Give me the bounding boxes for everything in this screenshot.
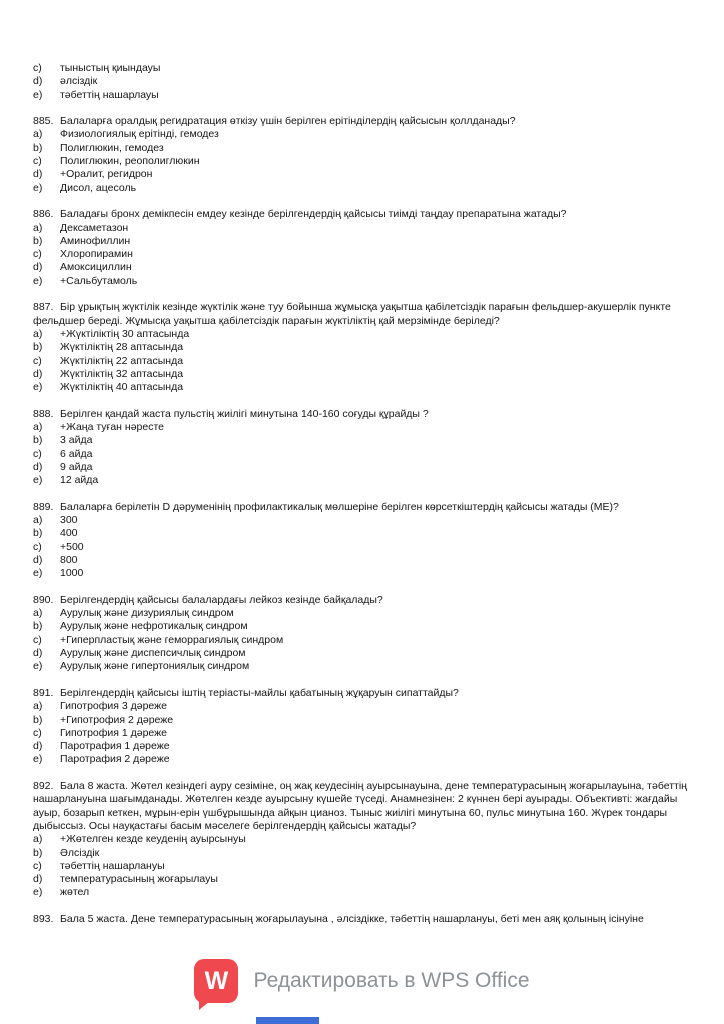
answer-option: [33, 222, 691, 235]
wps-logo-icon: [194, 959, 238, 1003]
option-text: +Жүктіліктің 30 аптасында: [60, 327, 190, 340]
question-body: Берілген қандай жаста пульстің жиілігі минутына 140-160 соғуды құрайды ?: [60, 407, 429, 420]
option-letter: d): [33, 168, 43, 181]
answer-option: [33, 142, 691, 155]
option-text: Жүктіліктің 40 аптасында: [60, 381, 184, 394]
option-letter: e): [33, 88, 43, 101]
option-letter: a): [33, 514, 43, 527]
answer-option: [33, 355, 691, 368]
option-text: Паротрафия 1 дәреже: [60, 740, 170, 753]
option-text: Аурулық және диспепсичлық синдром: [60, 647, 246, 660]
option-text: Гипотрофия 1 дәреже: [60, 726, 167, 739]
answer-option: [33, 75, 691, 88]
answer-option: [33, 461, 691, 474]
option-text: Әлсіздік: [60, 846, 100, 859]
option-text: Полиглюкин, гемодез: [60, 141, 164, 154]
option-letter: d): [33, 367, 43, 380]
leading-options: [33, 62, 691, 102]
answer-option: [33, 714, 691, 727]
question-body: Балаларға оралдық регидратация өткізу үшін берілген ерітінділердің қайсысын қоллданады?: [60, 115, 516, 128]
option-letter: e): [33, 381, 43, 394]
question-body: Берілгендердің қайсысы балалардағы лейкоз кезінде байқалады?: [60, 593, 383, 606]
question-text: [33, 687, 691, 700]
option-text: жөтел: [60, 886, 90, 899]
wps-edit-banner[interactable]: [0, 956, 724, 1006]
option-letter: d): [33, 873, 43, 886]
question-body: Берілгендердің қайсысы іштің теріасты-майлы қабатының жұқаруын сипаттайды?: [60, 686, 459, 699]
question-text: [33, 301, 691, 328]
option-letter: c): [33, 248, 42, 261]
option-text: Амоксициллин: [60, 261, 132, 274]
option-text: әлсіздік: [60, 75, 98, 88]
option-letter: d): [33, 647, 43, 660]
answer-option: [33, 634, 691, 647]
answer-option: [33, 368, 691, 381]
document-content: [33, 62, 691, 926]
option-text: 3 айда: [60, 434, 93, 447]
answer-option: [33, 155, 691, 168]
answer-option: [33, 647, 691, 660]
option-text: Аминофиллин: [60, 234, 131, 247]
question-block: [33, 115, 691, 195]
option-text: 800: [60, 553, 78, 566]
option-letter: e): [33, 567, 43, 580]
edit-in-wps-label: Редактировать в WPS Office: [253, 969, 530, 992]
option-letter: e): [33, 753, 43, 766]
answer-option: [33, 753, 691, 766]
question-text: [33, 594, 691, 607]
option-letter: e): [33, 474, 43, 487]
answer-option: [33, 341, 691, 354]
answer-option: [33, 328, 691, 341]
question-body: Бала 5 жаста. Дене температурасының жоғарылауына , әлсіздікке, тәбеттің нашарлануы, беті мен аяқ қолының ісінуіне: [60, 913, 644, 925]
question-body: Бір ұрықтың жүктілік кезінде жүктілік және туу бойынша жұмысқа уақытша қабілетсіздік парағын фельдшер-акушерлік пункте фельдшер береді. Жұмысқа уақытша қабілетсіздік парағын жүктіліктің қай мерзімінде беріледі?: [33, 301, 671, 327]
option-text: Хлоропирамин: [60, 248, 133, 261]
question-text: [33, 780, 691, 833]
question-block: [33, 687, 691, 767]
answer-option: [33, 554, 691, 567]
option-text: Физиологиялық ерітінді, гемодез: [60, 128, 219, 141]
question-block: [33, 780, 691, 900]
option-text: Аурулық және гипертониялық синдром: [60, 660, 250, 673]
answer-option: [33, 434, 691, 447]
option-text: Дексаметазон: [60, 221, 129, 234]
option-letter: c): [33, 633, 42, 646]
option-letter: b): [33, 527, 43, 540]
option-text: Жүктіліктің 32 аптасында: [60, 367, 184, 380]
option-letter: b): [33, 434, 43, 447]
option-text: Аурулық және дизуриялық синдром: [60, 607, 234, 620]
answer-option: [33, 527, 691, 540]
question-number: 891.: [33, 686, 54, 699]
option-text: Паротрафия 2 дәреже: [60, 753, 170, 766]
option-text: Аурулық және нефротикалық синдром: [60, 620, 248, 633]
option-text: Жүктіліктің 22 аптасында: [60, 354, 184, 367]
option-letter: b): [33, 846, 43, 859]
option-letter: c): [33, 155, 42, 168]
option-letter: a): [33, 327, 43, 340]
option-letter: d): [33, 740, 43, 753]
answer-option: [33, 847, 691, 860]
option-text: тәбеттің нашарлануы: [60, 859, 165, 872]
answer-option: [33, 421, 691, 434]
question-text: [33, 208, 691, 221]
answer-option: [33, 700, 691, 713]
answer-option: [33, 567, 691, 580]
question-block: [33, 301, 691, 394]
option-text: 1000: [60, 567, 84, 580]
option-letter: a): [33, 700, 43, 713]
answer-option: [33, 873, 691, 886]
answer-option: [33, 248, 691, 261]
option-text: 12 айда: [60, 474, 99, 487]
question-block: [33, 594, 691, 674]
option-letter: a): [33, 607, 43, 620]
answer-option: [33, 474, 691, 487]
answer-option: [33, 62, 691, 75]
option-letter: d): [33, 261, 43, 274]
question-number: 885.: [33, 115, 54, 128]
option-letter: c): [33, 726, 42, 739]
option-text: +Гиперпластық және геморрагиялық синдром: [60, 633, 284, 646]
answer-option: [33, 168, 691, 181]
option-letter: a): [33, 421, 43, 434]
question-number: 888.: [33, 407, 54, 420]
option-letter: c): [33, 354, 42, 367]
option-letter: c): [33, 447, 42, 460]
questions-container: [33, 115, 691, 926]
option-letter: c): [33, 540, 42, 553]
option-text: 9 айда: [60, 460, 93, 473]
question-number: 887.: [33, 301, 54, 314]
option-letter: a): [33, 221, 43, 234]
option-letter: b): [33, 341, 43, 354]
question-body: Бала 8 жаста. Жөтел кезіндегі ауру сезіміне, оң жақ кеудесінің ауырсынауына, дене температурасының жоғарылауына, тәбеттің нашарлануына шағымданады. Жөтелген кезде ауырсыну күшейе түседі. Анамнезінен: 2 күннен бері ауырады. Объективті: жағдайы ауыр, бозарып кеткен, мұрын-ерін үшбұрышында айқын цианоз. Тыныс жиілігі минутына 60, пульс минутына 160. Жүрек тондары дыбыссыз. Осы науқастағы басым мәселеге берілгендердің қайсысы жатады?: [33, 780, 687, 832]
question-block: [33, 501, 691, 581]
answer-option: [33, 541, 691, 554]
question-text: [33, 408, 691, 421]
option-letter: d): [33, 553, 43, 566]
option-text: Дисол, ацесоль: [60, 181, 137, 194]
option-letter: d): [33, 460, 43, 473]
question-block: [33, 208, 691, 288]
question-body: Баладағы бронх демікпесін емдеу кезінде берілгендердің қайсысы тиімді таңдау препаратына жатады?: [60, 208, 567, 221]
question-number: 892.: [33, 780, 54, 793]
option-letter: c): [33, 62, 42, 74]
answer-option: [33, 660, 691, 673]
question-block: [33, 408, 691, 488]
option-text: Гипотрофия 3 дәреже: [60, 700, 167, 713]
option-text: +Жөтелген кезде кеуденің ауырсынуы: [60, 833, 246, 846]
answer-option: [33, 860, 691, 873]
answer-option: [33, 607, 691, 620]
option-letter: d): [33, 75, 43, 88]
option-letter: e): [33, 660, 43, 673]
answer-option: [33, 833, 691, 846]
option-text: 300: [60, 514, 78, 527]
option-letter: e): [33, 274, 43, 287]
option-text: тәбеттің нашарлауы: [60, 88, 159, 101]
option-text: Полиглюкин, реополиглюкин: [60, 155, 200, 168]
option-letter: a): [33, 128, 43, 141]
question-number: 889.: [33, 500, 54, 513]
question-number: 890.: [33, 593, 54, 606]
option-text: тыныстың қиындауы: [60, 62, 161, 74]
option-text: Жүктіліктің 28 аптасында: [60, 341, 184, 354]
partial-blue-element[interactable]: [256, 1017, 319, 1024]
option-text: 400: [60, 527, 78, 540]
option-letter: b): [33, 713, 43, 726]
answer-option: [33, 128, 691, 141]
answer-option: [33, 381, 691, 394]
answer-option: [33, 275, 691, 288]
question-block: [33, 913, 691, 926]
answer-option: [33, 740, 691, 753]
answer-option: [33, 514, 691, 527]
option-text: +Жаңа туған нәресте: [60, 421, 165, 434]
option-letter: c): [33, 859, 42, 872]
wps-w-letter: W: [204, 966, 229, 995]
option-letter: e): [33, 181, 43, 194]
option-letter: a): [33, 833, 43, 846]
answer-option: [33, 182, 691, 195]
answer-option: [33, 235, 691, 248]
option-letter: e): [33, 886, 43, 899]
option-text: +Оралит, регидрон: [60, 168, 153, 181]
answer-option: [33, 89, 691, 102]
answer-option: [33, 886, 691, 899]
answer-option: [33, 448, 691, 461]
answer-option: [33, 261, 691, 274]
option-text: +Сальбутамоль: [60, 274, 138, 287]
option-letter: b): [33, 620, 43, 633]
question-number: 893.: [33, 913, 54, 925]
question-text: [33, 913, 691, 926]
answer-option: [33, 727, 691, 740]
option-text: +500: [60, 540, 84, 553]
question-text: [33, 501, 691, 514]
answer-option: [33, 620, 691, 633]
option-text: 6 айда: [60, 447, 93, 460]
question-text: [33, 115, 691, 128]
question-number: 886.: [33, 208, 54, 221]
question-body: Балаларға берілетін D дәруменінің профилактикалық мөлшеріне берілген көрсеткіштердің қайсысы жатады (МЕ)?: [60, 500, 619, 513]
option-letter: b): [33, 234, 43, 247]
option-letter: b): [33, 141, 43, 154]
option-text: +Гипотрофия 2 дәреже: [60, 713, 174, 726]
option-text: температурасының жоғарылауы: [60, 873, 218, 886]
